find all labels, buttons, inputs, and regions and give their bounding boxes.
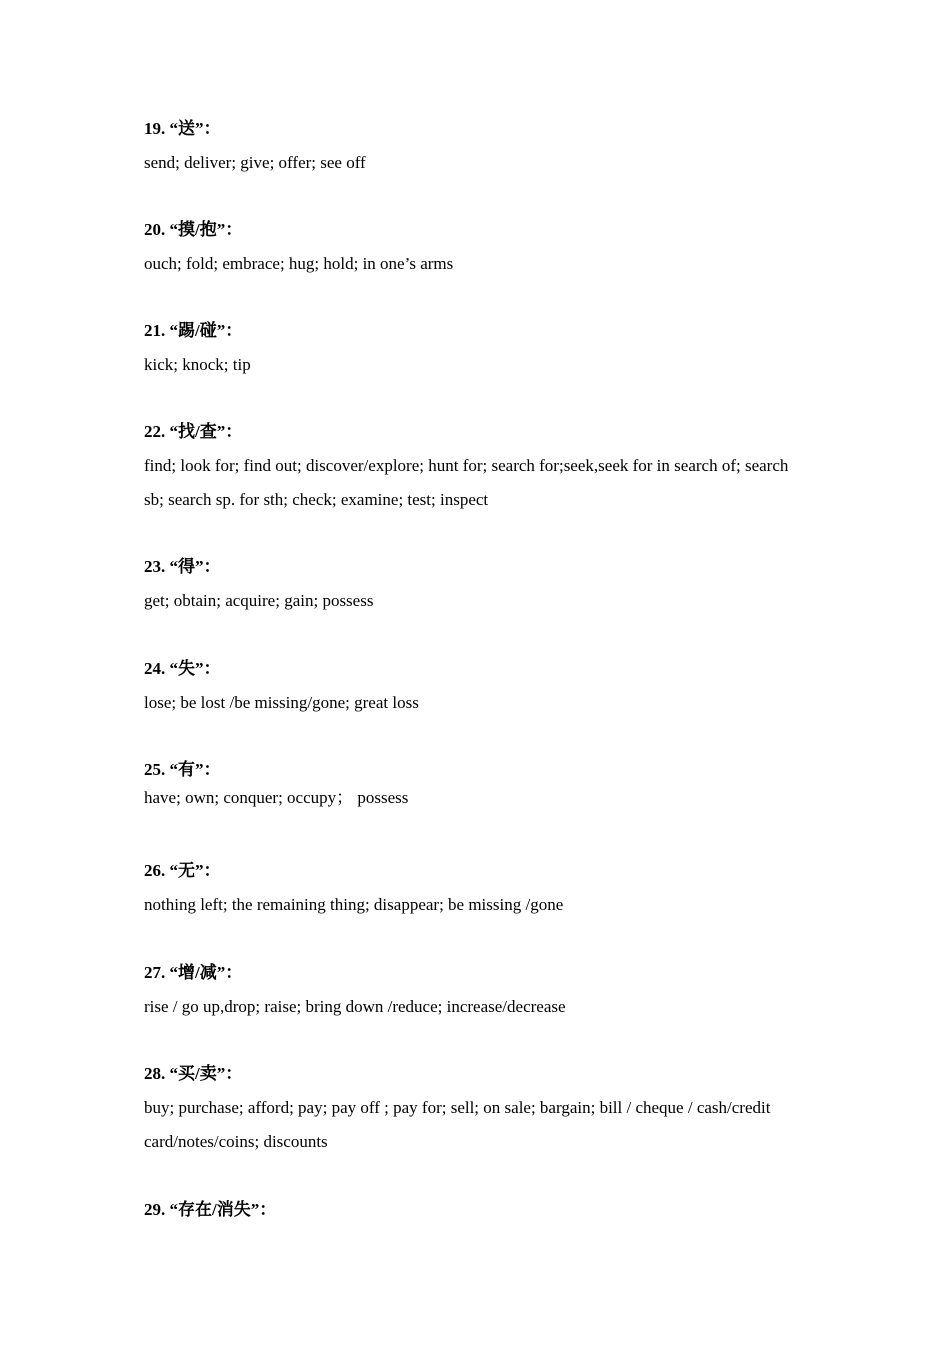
entry-21	[144, 321, 804, 382]
entry-20	[144, 220, 804, 281]
entry-text: kick; knock; tip	[144, 355, 251, 374]
entry-heading: 21. “踢/碰”：	[144, 321, 243, 340]
entry-text: get; obtain; acquire; gain; possess	[144, 591, 374, 610]
entry-28	[144, 1064, 804, 1159]
entry-25	[144, 760, 804, 815]
entry-heading: 24. “失”：	[144, 659, 221, 678]
entry-heading: 23. “得”：	[144, 557, 221, 576]
entry-26	[144, 861, 804, 922]
entry-text: ouch; fold; embrace; hug; hold; in one’s arms	[144, 254, 454, 273]
entry-19	[144, 119, 804, 180]
entry-text: lose; be lost /be missing/gone; great loss	[144, 693, 419, 712]
entry-23	[144, 557, 804, 618]
entry-heading: 20. “摸/抱”：	[144, 220, 243, 239]
entry-text: have; own; conquer; occupy； possess	[144, 788, 409, 807]
entry-heading: 29. “存在/消失”：	[144, 1200, 277, 1219]
entry-text: buy; purchase; afford; pay; pay off ; pay for; sell; on sale; bargain; bill / cheque / cash/credit card/notes/coins; discounts	[144, 1098, 771, 1151]
entry-heading: 27. “增/减”：	[144, 963, 243, 982]
entry-text: find; look for; find out; discover/explore; hunt for; search for;seek,seek for in search of; search sb; search sp. for sth; check; examine; test; inspect	[144, 456, 789, 509]
entry-text: rise / go up,drop; raise; bring down /reduce; increase/decrease	[144, 997, 566, 1016]
entry-heading: 22. “找/查”：	[144, 422, 243, 441]
entry-text: send; deliver; give; offer; see off	[144, 153, 366, 172]
entry-heading: 26. “无”：	[144, 861, 221, 880]
entry-22	[144, 422, 804, 517]
entry-heading: 19. “送”：	[144, 119, 221, 138]
entry-text: nothing left; the remaining thing; disappear; be missing /gone	[144, 895, 564, 914]
entry-27	[144, 963, 804, 1024]
entry-heading: 25. “有”：	[144, 760, 221, 779]
entry-24	[144, 659, 804, 720]
entry-heading: 28. “买/卖”：	[144, 1064, 243, 1083]
entry-29	[144, 1200, 804, 1220]
